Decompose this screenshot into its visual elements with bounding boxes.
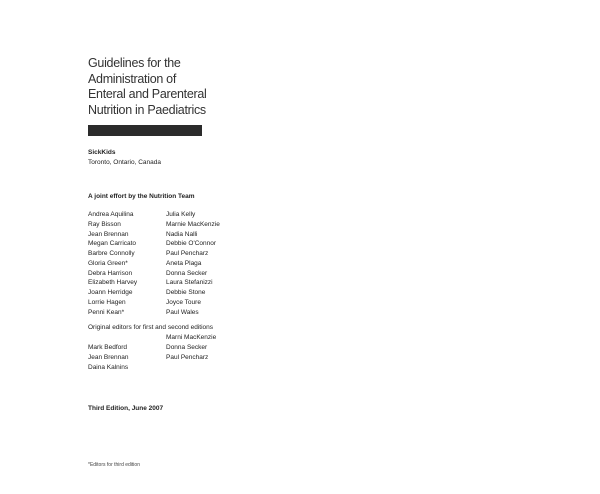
team-member: Nadia Nalli [166,230,198,238]
organization-block [88,148,161,168]
team-member: Paul Wales [166,308,199,316]
team-list-right [166,210,220,317]
team-member: Laura Stefanizzi [166,279,213,287]
editors-heading: Original editors for first and second editions [88,324,214,331]
editors-list-left [88,343,128,372]
title-line: Enteral and Parenteral [88,87,207,101]
editor-name: Daina Kalnins [88,363,129,371]
team-member: Donna Secker [166,269,208,277]
title-line: Guidelines for the [88,56,181,70]
team-member: Andrea Aquilina [88,211,134,218]
team-member: Barbre Connolly [88,250,135,257]
team-member: Ray Bisson [88,220,121,228]
team-member: Joann Herridge [88,289,133,296]
team-member: Elizabeth Harvey [88,279,138,287]
team-member: Jean Brennan [88,230,129,238]
team-member: Penni Kean* [88,308,125,316]
footnote: *Editors for third edition [88,462,140,468]
team-member: Aneta Plaga [166,259,202,267]
editors-list-right [166,333,216,362]
editor-name: Paul Pencharz [166,353,209,361]
editor-name: Marni MacKenzie [166,334,217,341]
team-member: Gloria Green* [88,259,128,267]
title-underline-bar [88,125,202,136]
team-member: Paul Pencharz [166,250,209,257]
team-member: Julia Kelly [166,211,196,218]
team-member: Lorrie Hagen [88,298,126,306]
editor-name: Donna Secker [166,343,208,351]
team-member: Marnie MacKenzie [166,220,220,228]
edition-statement: Third Edition, June 2007 [88,405,164,412]
team-member: Debbie Stone [166,289,206,296]
title-line: Administration of [88,71,176,86]
team-member: Debbie O'Connor [166,240,217,248]
document-title [88,56,206,118]
team-heading: A joint effort by the Nutrition Team [88,193,195,200]
editor-name: Jean Brennan [88,353,129,361]
editor-name: Mark Bedford [88,344,128,351]
team-member: Megan Carricato [88,240,137,248]
team-member: Debra Harrison [88,269,133,277]
team-member: Joyce Toure [166,298,201,306]
team-list-left [88,210,137,317]
organization-name: SickKids [88,149,116,156]
title-line: Nutrition in Paediatrics [88,102,206,117]
organization-location: Toronto, Ontario, Canada [88,159,161,166]
